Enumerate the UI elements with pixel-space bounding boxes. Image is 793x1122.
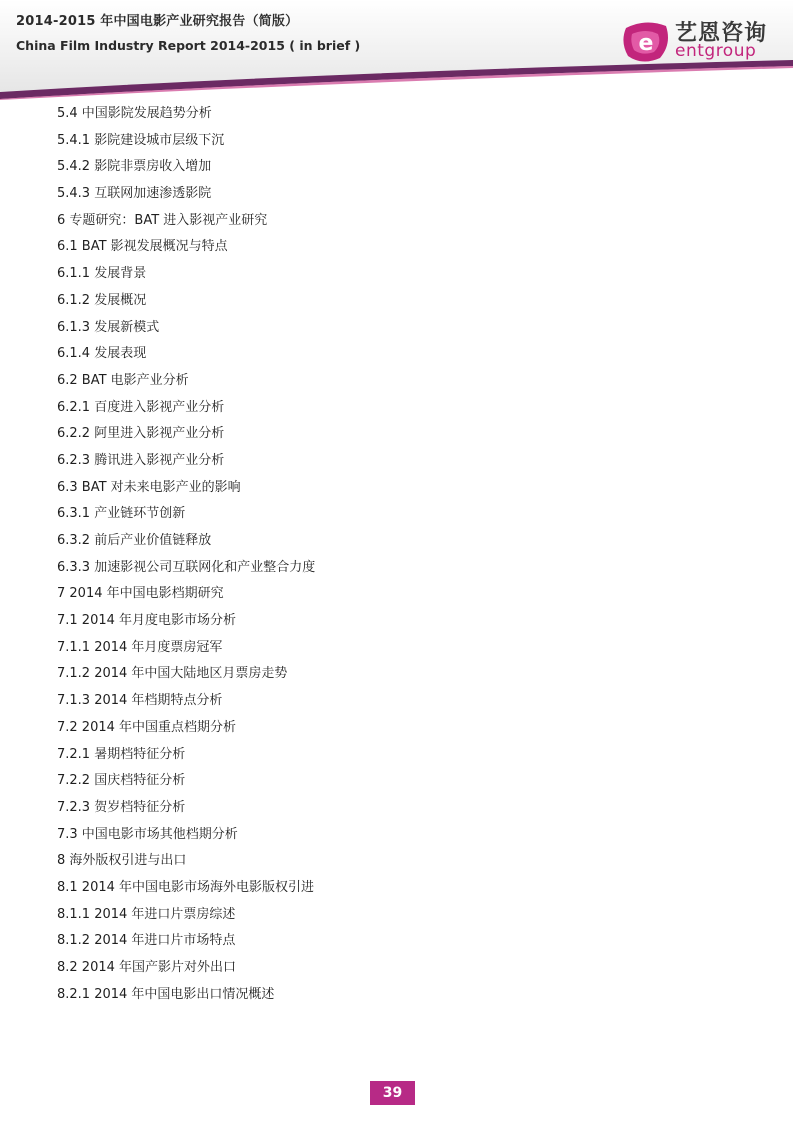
toc-item: 6.3 BAT 对未来电影产业的影响 <box>57 479 241 495</box>
toc-item: 6.3.2 前后产业价值链释放 <box>57 533 212 548</box>
toc-item: 6.2.3 腾讯进入影视产业分析 <box>57 452 225 468</box>
toc-item: 5.4.1 影院建设城市层级下沉 <box>57 132 225 148</box>
page-number: 39 <box>370 1081 415 1105</box>
entgroup-logo <box>620 16 780 64</box>
toc-item: 7.2.3 贺岁档特征分析 <box>57 799 186 815</box>
toc-item: 8.1.1 2014 年进口片票房综述 <box>57 906 236 922</box>
report-title-cn: 2014-2015 年中国电影产业研究报告（简版） <box>16 14 299 29</box>
toc-item: 7.1.1 2014 年月度票房冠军 <box>57 639 223 655</box>
toc-item: 6.3.3 加速影视公司互联网化和产业整合力度 <box>57 559 316 575</box>
page-header <box>0 0 793 100</box>
toc-item: 7.2.2 国庆档特征分析 <box>57 773 186 789</box>
report-title-en: China Film Industry Report 2014-2015 ( in brief ) <box>16 38 361 53</box>
toc-item: 6.2.2 阿里进入影视产业分析 <box>57 426 225 442</box>
toc-item: 5.4 中国影院发展趋势分析 <box>57 106 212 121</box>
logo-text-cn: 艺恩咨询 <box>675 21 768 46</box>
toc-item: 7.2 2014 年中国重点档期分析 <box>57 719 237 735</box>
toc-item: 6.3.1 产业链环节创新 <box>57 506 186 522</box>
toc-item: 7.1.3 2014 年档期特点分析 <box>57 693 223 709</box>
toc-item: 5.4.3 互联网加速渗透影院 <box>57 186 212 202</box>
toc-item: 6 专题研究：BAT 进入影视产业研究 <box>57 212 268 228</box>
toc-item: 8.1 2014 年中国电影市场海外电影版权引进 <box>57 879 315 895</box>
toc-item: 8.1.2 2014 年进口片市场特点 <box>57 933 236 949</box>
toc-item: 6.1 BAT 影视发展概况与特点 <box>57 239 228 255</box>
toc-item: 8 海外版权引进与出口 <box>57 853 187 869</box>
toc-item: 6.2 BAT 电影产业分析 <box>57 372 189 388</box>
toc-item: 8.2 2014 年国产影片对外出口 <box>57 960 237 975</box>
svg-text:e: e <box>638 31 654 56</box>
toc-item: 7 2014 年中国电影档期研究 <box>57 586 224 602</box>
toc-item: 7.3 中国电影市场其他档期分析 <box>57 826 238 842</box>
toc-item: 5.4.2 影院非票房收入增加 <box>57 159 212 175</box>
toc-item: 6.1.1 发展背景 <box>57 266 147 282</box>
toc-item: 6.1.3 发展新模式 <box>57 319 160 335</box>
toc-item: 7.2.1 暑期档特征分析 <box>57 746 186 762</box>
toc-item: 7.1 2014 年月度电影市场分析 <box>57 613 237 629</box>
entgroup-logo-icon <box>620 18 672 64</box>
toc-item: 6.2.1 百度进入影视产业分析 <box>57 399 225 415</box>
table-of-contents <box>57 101 757 1008</box>
toc-item: 8.2.1 2014 年中国电影出口情况概述 <box>57 986 275 1002</box>
toc-item: 6.1.4 发展表现 <box>57 346 147 362</box>
toc-item: 7.1.2 2014 年中国大陆地区月票房走势 <box>57 666 288 682</box>
toc-item: 6.1.2 发展概况 <box>57 292 147 308</box>
logo-text-en: entgroup <box>675 41 757 61</box>
